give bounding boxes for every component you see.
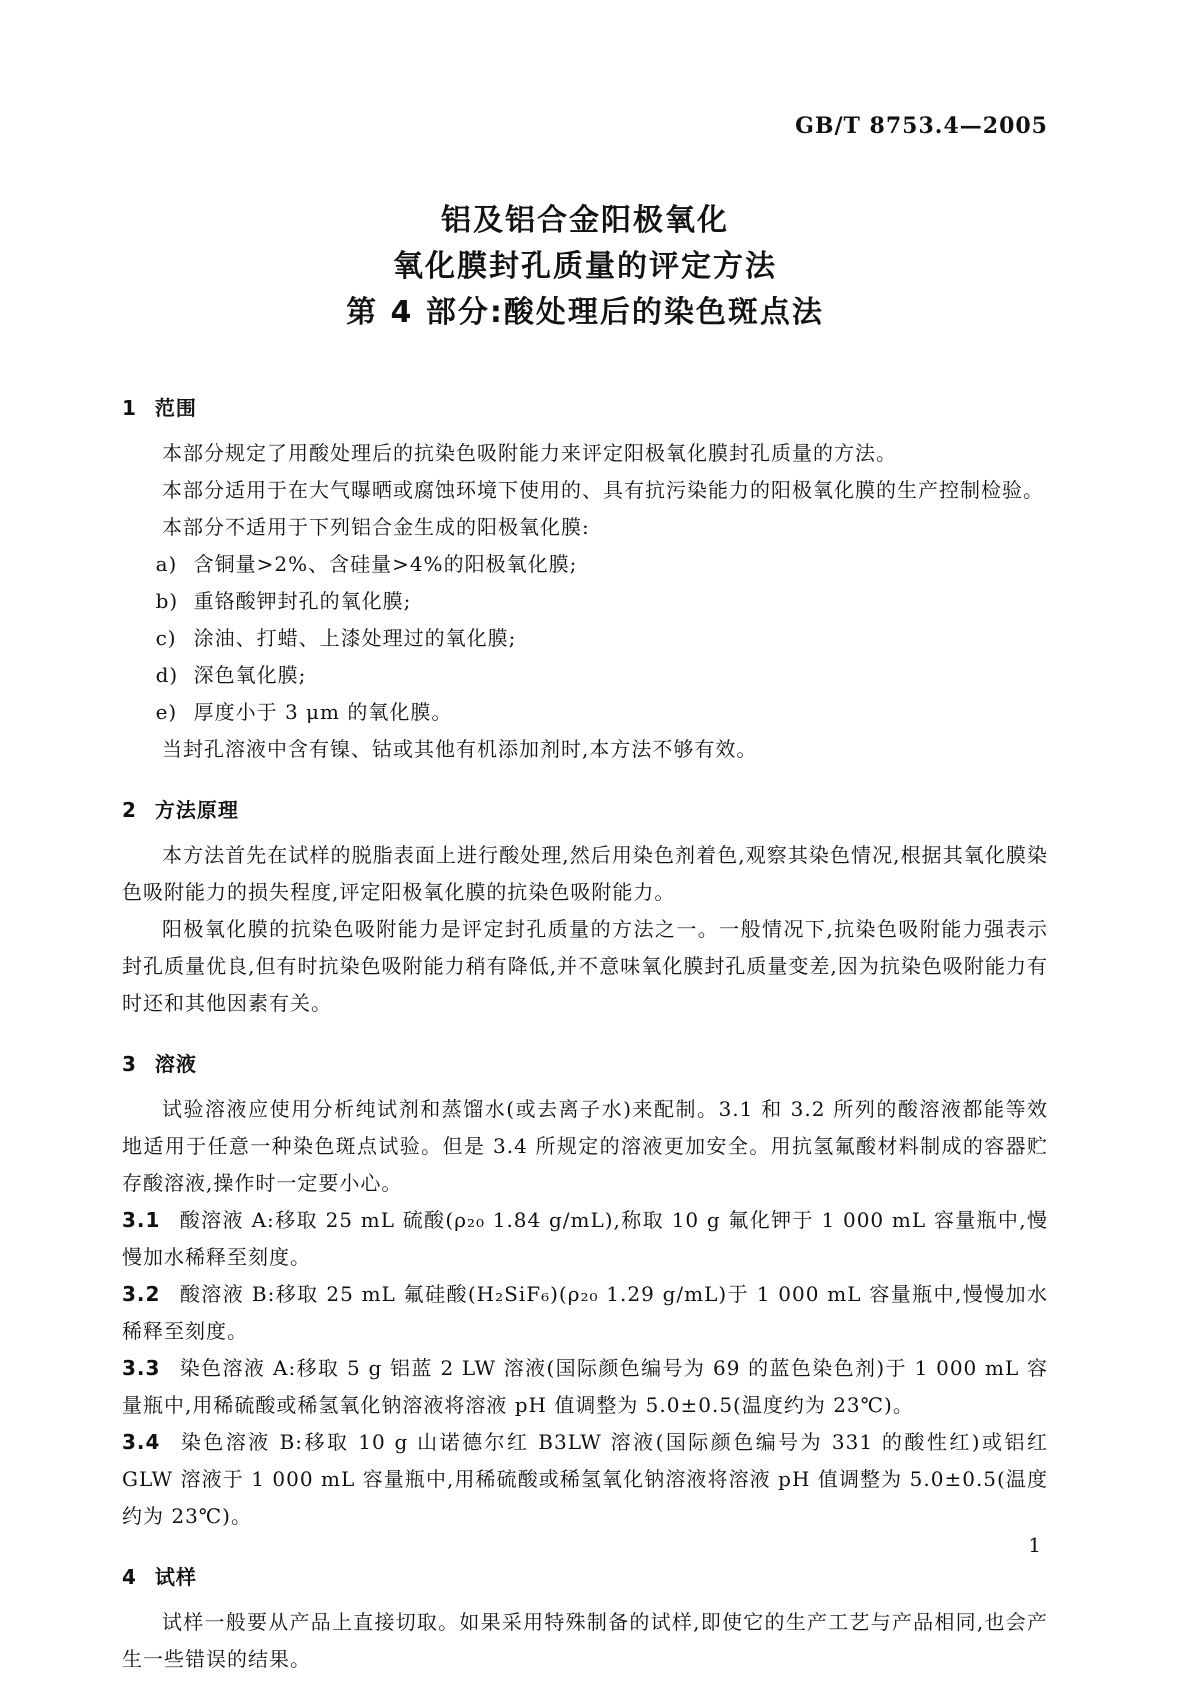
page-number: 1 — [1028, 1533, 1041, 1557]
clause-3-2 — [122, 1276, 1048, 1350]
clause-3-1 — [122, 1202, 1048, 1276]
section-4-title: 试样 — [154, 1565, 197, 1589]
section-3-number: 3 — [122, 1052, 137, 1076]
list-item-a — [156, 546, 1048, 583]
clause-3-3-text: 染色溶液 A:移取 5 g 铝蓝 2 LW 溶液(国际颜色编号为 69 的蓝色染色剂)于 1 000 mL 容量瓶中,用稀硫酸或稀氢氧化钠溶液将溶液 pH 值调整为 5.0±0.5(温度约为 23℃)。 — [122, 1356, 1048, 1417]
section-1-heading — [122, 390, 1048, 427]
clause-3-2-text: 酸溶液 B:移取 25 mL 氟硅酸(H₂SiF₆)(ρ₂₀ 1.29 g/mL)于 1 000 mL 容量瓶中,慢慢加水稀释至刻度。 — [122, 1282, 1048, 1343]
clause-3-1-number: 3.1 — [122, 1208, 161, 1232]
list-item-c-text: 涂油、打蜡、上漆处理过的氧化膜; — [193, 626, 517, 650]
section-4-paragraph-1: 试样一般要从产品上直接切取。如果采用特殊制备的试样,即使它的生产工艺与产品相同,也会产生一些错误的结果。 — [122, 1610, 1048, 1671]
list-item-a-text: 含铜量>2%、含硅量>4%的阳极氧化膜; — [193, 552, 578, 576]
clause-3-3 — [122, 1350, 1048, 1424]
list-item-d-label: d) — [155, 663, 179, 687]
list-item-b-text: 重铬酸钾封孔的氧化膜; — [193, 589, 412, 613]
list-item-e-label: e) — [155, 700, 178, 724]
clause-3-1-text: 酸溶液 A:移取 25 mL 硫酸(ρ₂₀ 1.84 g/mL),称取 10 g 氟化钾于 1 000 mL 容量瓶中,慢慢加水稀释至刻度。 — [122, 1208, 1048, 1269]
standard-code: GB/T 8753.4—2005 — [795, 113, 1048, 139]
list-item-d-text: 深色氧化膜; — [193, 663, 307, 687]
list-item-b-label: b) — [155, 589, 179, 613]
section-2-title: 方法原理 — [154, 798, 239, 822]
title-line-3: 第 4 部分:酸处理后的染色斑点法 — [346, 295, 824, 330]
page-content — [122, 0, 1048, 1678]
section-1-number: 1 — [122, 396, 137, 420]
clause-3-4-number: 3.4 — [122, 1430, 161, 1454]
section-1-paragraph-2: 本部分适用于在大气曝晒或腐蚀环境下使用的、具有抗污染能力的阳极氧化膜的生产控制检验。 — [162, 478, 1044, 502]
section-1-paragraph-1: 本部分规定了用酸处理后的抗染色吸附能力来评定阳极氧化膜封孔质量的方法。 — [162, 441, 897, 465]
document-title — [122, 198, 1048, 336]
clause-3-2-number: 3.2 — [122, 1282, 161, 1306]
section-2-heading — [122, 792, 1048, 829]
section-3-title: 溶液 — [154, 1052, 197, 1076]
title-line-2: 氧化膜封孔质量的评定方法 — [393, 249, 777, 284]
clause-3-3-number: 3.3 — [122, 1356, 161, 1380]
list-item-d — [156, 657, 1048, 694]
section-1-title: 范围 — [154, 396, 197, 420]
section-3-heading — [122, 1046, 1048, 1083]
list-item-c — [156, 620, 1048, 657]
section-2-number: 2 — [122, 798, 137, 822]
list-item-e-text: 厚度小于 3 μm 的氧化膜。 — [193, 700, 453, 724]
title-line-1: 铝及铝合金阳极氧化 — [441, 203, 729, 238]
section-1-tail-note: 当封孔溶液中含有镍、钴或其他有机添加剂时,本方法不够有效。 — [162, 737, 758, 761]
section-3-paragraph-1: 试验溶液应使用分析纯试剂和蒸馏水(或去离子水)来配制。3.1 和 3.2 所列的酸溶液都能等效地适用于任意一种染色斑点试验。但是 3.4 所规定的溶液更加安全。用抗氢氟酸材料制成的容器贮存酸溶液,操作时一定要小心。 — [122, 1097, 1048, 1195]
section-1-paragraph-3: 本部分不适用于下列铝合金生成的阳极氧化膜: — [162, 515, 590, 539]
clause-3-4-text: 染色溶液 B:移取 10 g 山诺德尔红 B3LW 溶液(国际颜色编号为 331 的酸性红)或铝红 GLW 溶液于 1 000 mL 容量瓶中,用稀硫酸或稀氢氧化钠溶液将溶液 pH 值调整为 5.0±0.5(温度约为 23℃)。 — [122, 1430, 1048, 1528]
list-item-c-label: c) — [155, 626, 177, 650]
section-2-paragraph-1: 本方法首先在试样的脱脂表面上进行酸处理,然后用染色剂着色,观察其染色情况,根据其氧化膜染色吸附能力的损失程度,评定阳极氧化膜的抗染色吸附能力。 — [122, 843, 1048, 904]
list-item-a-label: a) — [155, 552, 178, 576]
list-item-e — [156, 694, 1048, 731]
exclusion-list — [122, 546, 1048, 731]
section-2-paragraph-2: 阳极氧化膜的抗染色吸附能力是评定封孔质量的方法之一。一般情况下,抗染色吸附能力强表示封孔质量优良,但有时抗染色吸附能力稍有降低,并不意味氧化膜封孔质量变差,因为抗染色吸附能力有时还和其他因素有关。 — [122, 917, 1048, 1015]
clause-3-4 — [122, 1424, 1048, 1535]
section-4-heading — [122, 1559, 1048, 1596]
list-item-b — [156, 583, 1048, 620]
section-4-number: 4 — [122, 1565, 137, 1589]
